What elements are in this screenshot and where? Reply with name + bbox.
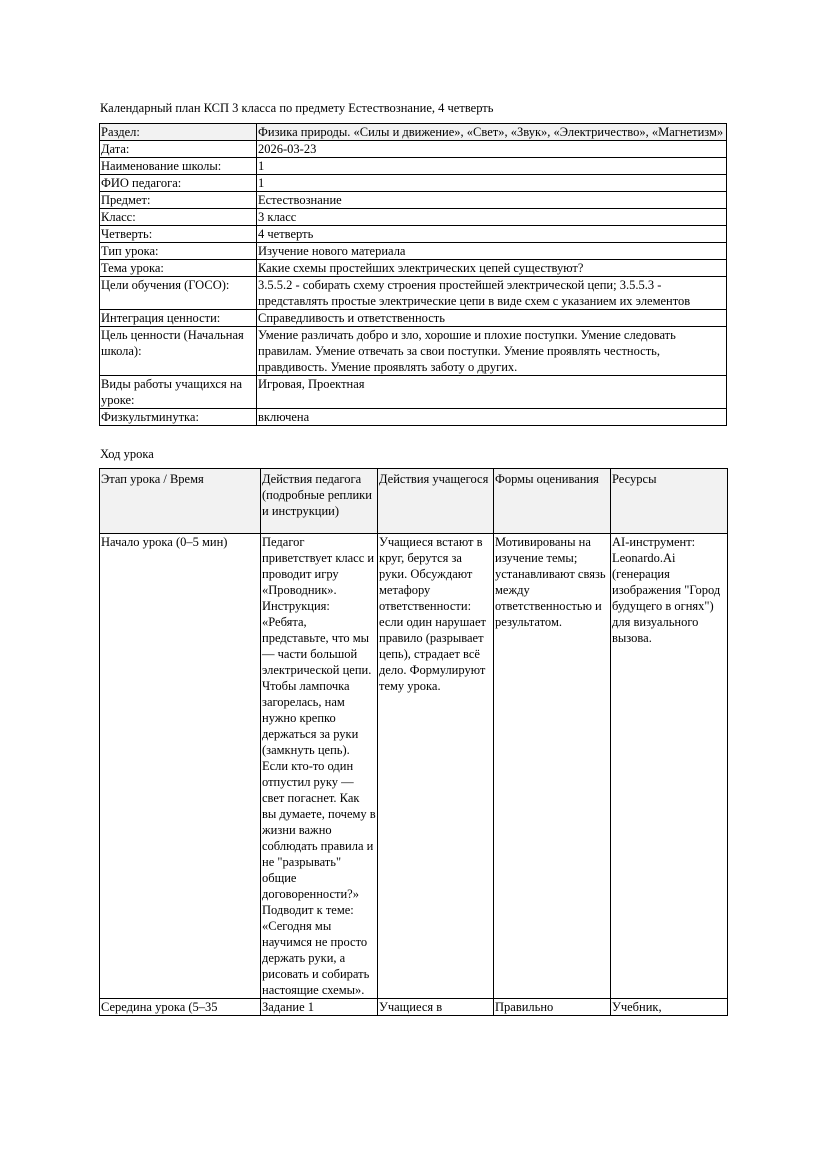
info-label: Класс: <box>100 209 257 226</box>
plan-header-cell: Действия педагога (подробные реплики и инструкции) <box>261 469 378 534</box>
info-label: Цель ценности (Начальная школа): <box>100 327 257 376</box>
info-row <box>100 310 727 327</box>
document-title: Календарный план КСП 3 класса по предмету Естествознание, 4 четверть <box>100 101 494 115</box>
info-row <box>100 277 727 310</box>
info-label: Тип урока: <box>100 243 257 260</box>
info-row <box>100 376 727 409</box>
plan-header-cell: Ресурсы <box>611 469 728 534</box>
info-row <box>100 209 727 226</box>
plan-stage-cell: Начало урока (0–5 мин) <box>100 534 261 999</box>
info-label: Виды работы учащихся на уроке: <box>100 376 257 409</box>
plan-teacher-cell: Педагог приветствует класс и проводит игру «Проводник». Инструкция: «Ребята, представьте, что мы — части большой электрической цепи. Чтобы лампочка загорелась, нам нужно крепко держаться за руки (замкнуть цепь). Если кто-то один отпустил руку — свет погаснет. Как вы думаете, почему в жизни важно соблюдать правила и не "разрывать" общие договоренности?» Подводит к теме: «Сегодня мы научимся не просто держать руки, а рисовать и собирать настоящие схемы». <box>262 535 376 997</box>
plan-stage-cell: Середина урока (5–35 <box>100 999 261 1016</box>
info-value: Изучение нового материала <box>257 243 727 260</box>
info-row <box>100 175 727 192</box>
info-row <box>100 409 727 426</box>
info-label: Четверть: <box>100 226 257 243</box>
info-label: Раздел: <box>100 124 257 141</box>
info-value: Справедливость и ответственность <box>257 310 727 327</box>
info-label: Дата: <box>100 141 257 158</box>
info-label: ФИО педагога: <box>100 175 257 192</box>
info-row <box>100 327 727 376</box>
info-label: Цели обучения (ГОСО): <box>100 277 257 310</box>
info-label: Наименование школы: <box>100 158 257 175</box>
lesson-plan-table <box>99 468 728 1016</box>
info-value: 2026-03-23 <box>257 141 727 158</box>
plan-resources-cell: AI-инструмент: Leonardo.Ai (генерация изображения "Город будущего в огнях") для визуального вызова. <box>611 534 728 999</box>
plan-resources-cell: Учебник, <box>611 999 728 1016</box>
info-value: 1 <box>257 175 727 192</box>
info-value: 3.5.5.2 - собирать схему строения простейшей электрической цепи; 3.5.5.3 - представлять простые электрические цепи в виде схем с указанием их элементов <box>257 277 727 310</box>
info-value: Какие схемы простейших электрических цепей существуют? <box>257 260 727 277</box>
plan-header-cell: Этап урока / Время <box>100 469 261 534</box>
plan-header-cell: Формы оценивания <box>494 469 611 534</box>
info-row <box>100 141 727 158</box>
info-value: Естествознание <box>257 192 727 209</box>
info-label: Предмет: <box>100 192 257 209</box>
lesson-info-table <box>99 123 727 426</box>
plan-teacher-cell: Задание 1 <box>261 999 378 1016</box>
info-value: включена <box>257 409 727 426</box>
info-value: Физика природы. «Силы и движение», «Свет», «Звук», «Электричество», «Магнетизм» <box>257 124 727 141</box>
info-value: 3 класс <box>257 209 727 226</box>
plan-header-cell: Действия учащегося <box>378 469 494 534</box>
info-value: 4 четверть <box>257 226 727 243</box>
info-row <box>100 243 727 260</box>
plan-assessment-cell: Мотивированы на изучение темы; устанавливают связь между ответственностью и результатом. <box>494 534 611 999</box>
plan-row <box>100 999 728 1016</box>
plan-row <box>100 534 728 999</box>
info-label: Тема урока: <box>100 260 257 277</box>
info-value: Игровая, Проектная <box>257 376 727 409</box>
info-label: Интеграция ценности: <box>100 310 257 327</box>
plan-student-cell: Учащиеся в <box>378 999 494 1016</box>
plan-header-row <box>100 469 728 534</box>
info-value: Умение различать добро и зло, хорошие и плохие поступки. Умение следовать правилам. Умение отвечать за свои поступки. Умение проявлять честность, правдивость. Умение проявлять заботу о других. <box>257 327 727 376</box>
plan-student-cell: Учащиеся встают в круг, берутся за руки. Обсуждают метафору ответственности: если один нарушает правило (разрывает цепь), страдает всё дело. Формулируют тему урока. <box>378 534 494 999</box>
lesson-progress-heading: Ход урока <box>100 447 154 461</box>
plan-assessment-cell: Правильно <box>494 999 611 1016</box>
info-value: 1 <box>257 158 727 175</box>
info-row <box>100 124 727 141</box>
info-row <box>100 226 727 243</box>
info-row <box>100 260 727 277</box>
info-row <box>100 158 727 175</box>
info-row <box>100 192 727 209</box>
info-label: Физкультминутка: <box>100 409 257 426</box>
